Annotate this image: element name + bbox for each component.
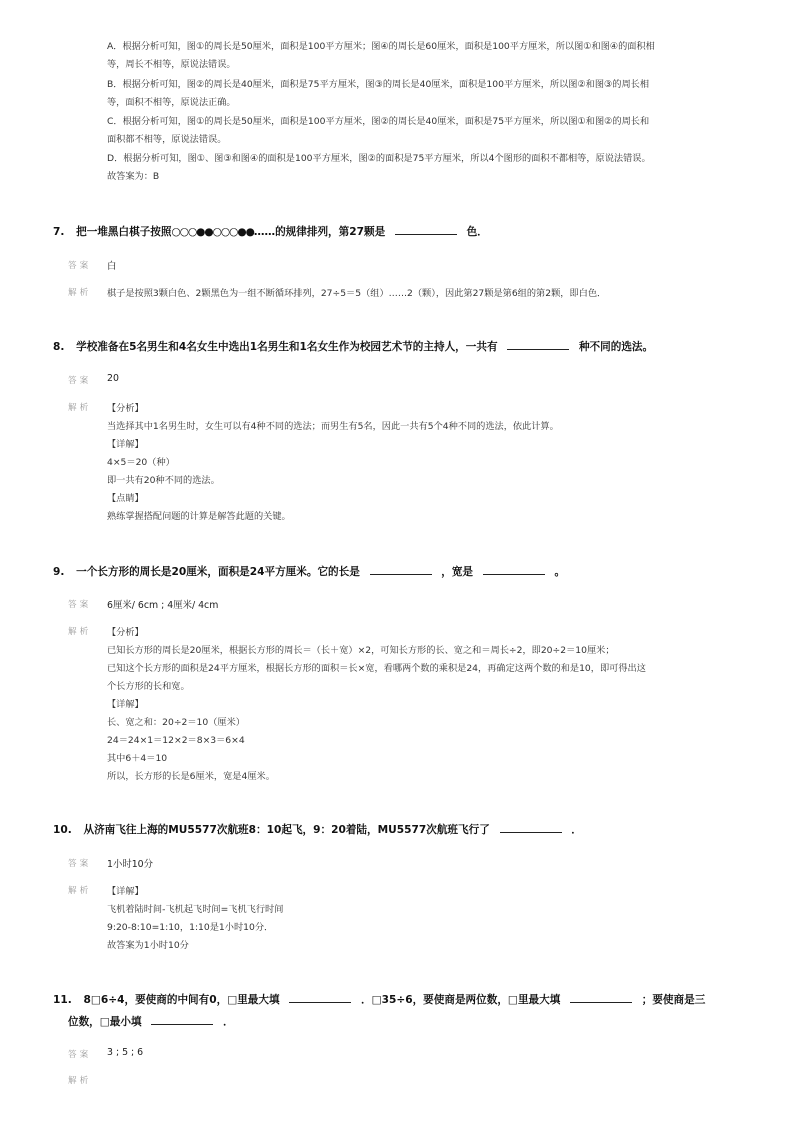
answer-text: 6厘米/ 6cm ; 4厘米/ 4cm xyxy=(107,600,219,611)
analysis-line: 【点睛】 xyxy=(107,493,144,504)
question-text: ，宽是 xyxy=(441,566,474,578)
question-11-line2 xyxy=(68,1013,234,1029)
question-text: 种不同的选法。 xyxy=(578,341,654,353)
analysis-line: 4×5＝20（种） xyxy=(107,457,175,468)
answer-label: 答案 xyxy=(68,1050,92,1060)
analysis-line: 即一共有20种不同的选法。 xyxy=(107,475,220,486)
answer-label: 答案 xyxy=(68,859,92,869)
prev-option-a-line2: 等，周长不相等，原说法错误。 xyxy=(107,59,236,70)
question-10 xyxy=(53,821,582,837)
question-11-line1 xyxy=(53,991,705,1007)
question-text: 学校准备在5名男生和4名女生中选出1名男生和1名女生作为校园艺术节的主持人，一共有 xyxy=(76,341,498,353)
question-text: 从济南飞往上海的MU5577次航班8：10起飞，9：20着陆，MU5577次航班飞行了 xyxy=(83,824,490,836)
answer-label: 答案 xyxy=(68,261,92,271)
prev-option-b-line1: B．根据分析可知，图②的周长是40厘米，面积是75平方厘米，图③的周长是40厘米，面积是100平方厘米，所以图②和图③的周长相 xyxy=(107,79,650,90)
question-text: 。 xyxy=(554,566,566,578)
analysis-text: 棋子是按照3颗白色、2颗黑色为一组不断循环排列，27÷5＝5（组）……2（颗），因此第27颗是第6组的第2颗，即白色． xyxy=(107,288,607,299)
question-text: ． xyxy=(222,1016,234,1028)
answer-text: 1小时10分 xyxy=(107,859,154,870)
prev-conclusion: 故答案为：B xyxy=(107,171,160,182)
answer-blank[interactable] xyxy=(500,821,562,833)
question-text: 一个长方形的周长是20厘米，面积是24平方厘米。它的长是 xyxy=(76,566,360,578)
question-text: ……的规律排列，第27颗是 xyxy=(253,226,386,238)
analysis-line: 已知长方形的周长是20厘米，根据长方形的周长＝（长＋宽）×2，可知长方形的长、宽之和＝周长÷2，即20÷2＝10厘米； xyxy=(107,645,615,656)
answer-text: 3 ; 5 ; 6 xyxy=(107,1047,144,1058)
answer-text: 白 xyxy=(107,261,117,272)
pattern-text: ○○○●●○○○●● xyxy=(171,226,254,238)
prev-option-a-line1: A．根据分析可知，图①的周长是50厘米，面积是100平方厘米；图④的周长是60厘米，面积是100平方厘米，所以图①和图④的面积相 xyxy=(107,41,655,52)
analysis-line: 长、宽之和：20÷2＝10（厘米） xyxy=(107,717,245,728)
analysis-line: 熟练掌握搭配问题的计算是解答此题的关键。 xyxy=(107,511,291,522)
question-9 xyxy=(53,563,565,579)
prev-option-c-line1: C．根据分析可知，图①的周长是50厘米，面积是100平方厘米，图②的周长是40厘米，面积是75平方厘米，所以图①和图②的周长和 xyxy=(107,116,650,127)
prev-option-b-line2: 等，面积不相等，原说法正确。 xyxy=(107,97,236,108)
analysis-label: 解析 xyxy=(68,886,92,896)
question-8 xyxy=(53,338,653,354)
answer-blank[interactable] xyxy=(289,991,351,1003)
analysis-line: 飞机着陆时间-飞机起飞时间=飞机飞行时间 xyxy=(107,904,284,915)
question-text: 位数，□最小填 xyxy=(68,1016,142,1028)
prev-option-d: D．根据分析可知，图①、图③和图④的面积是100平方厘米，图②的面积是75平方厘米，所以4个图形的面积不都相等，原说法错误。 xyxy=(107,153,651,164)
answer-label: 答案 xyxy=(68,376,92,386)
answer-blank[interactable] xyxy=(483,563,545,575)
answer-blank[interactable] xyxy=(151,1013,213,1025)
answer-blank[interactable] xyxy=(570,991,632,1003)
question-text: 色． xyxy=(466,226,488,238)
question-number: 9. xyxy=(53,566,65,578)
question-text: ． xyxy=(571,824,582,836)
analysis-label: 解析 xyxy=(68,288,92,298)
answer-text: 20 xyxy=(107,373,119,384)
answer-blank[interactable] xyxy=(370,563,432,575)
analysis-line: 故答案为1小时10分 xyxy=(107,940,189,951)
question-text: ；要使商是三 xyxy=(641,994,706,1006)
analysis-line: 【分析】 xyxy=(107,403,144,414)
analysis-line: 当选择其中1名男生时，女生可以有4种不同的选法；而男生有5名，因此一共有5个4种不同的选法，依此计算。 xyxy=(107,421,559,432)
analysis-label: 解析 xyxy=(68,627,92,637)
question-number: 7. xyxy=(53,226,65,238)
answer-label: 答案 xyxy=(68,600,92,610)
analysis-line: 其中6＋4＝10 xyxy=(107,753,168,764)
question-text: ．□35÷6，要使商是两位数，□里最大填 xyxy=(361,994,561,1006)
analysis-line: 【分析】 xyxy=(107,627,144,638)
analysis-label: 解析 xyxy=(68,403,92,413)
analysis-line: 9:20-8:10=1:10，1:10是1小时10分． xyxy=(107,922,274,933)
prev-option-c-line2: 面积都不相等，原说法错误。 xyxy=(107,134,227,145)
question-text: 8□6÷4，要使商的中间有0，□里最大填 xyxy=(83,994,280,1006)
analysis-line: 个长方形的长和宽。 xyxy=(107,681,190,692)
analysis-line: 【详解】 xyxy=(107,699,144,710)
question-text: 把一堆黑白棋子按照 xyxy=(76,226,172,238)
analysis-line: 所以，长方形的长是6厘米，宽是4厘米。 xyxy=(107,771,275,782)
answer-blank[interactable] xyxy=(395,223,457,235)
analysis-line: 【详解】 xyxy=(107,439,144,450)
analysis-line: 【详解】 xyxy=(107,886,144,897)
question-number: 11. xyxy=(53,994,72,1006)
analysis-label: 解析 xyxy=(68,1076,92,1086)
answer-blank[interactable] xyxy=(507,338,569,350)
analysis-line: 已知这个长方形的面积是24平方厘米，根据长方形的面积＝长×宽，看哪两个数的乘积是24，再确定这两个数的和是10，即可得出这 xyxy=(107,663,646,674)
question-7 xyxy=(53,223,488,239)
question-number: 8. xyxy=(53,341,65,353)
analysis-line: 24＝24×1＝12×2＝8×3＝6×4 xyxy=(107,735,245,746)
question-number: 10. xyxy=(53,824,72,836)
